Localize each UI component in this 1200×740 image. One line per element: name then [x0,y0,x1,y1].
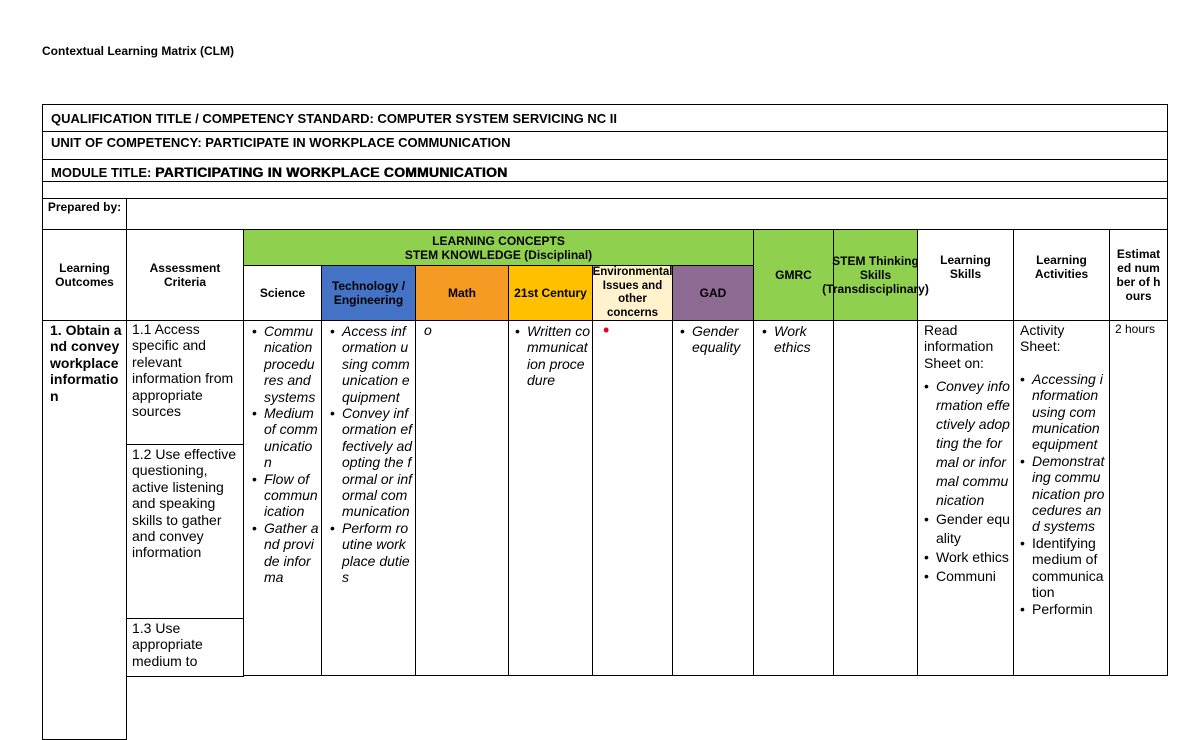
estimated-hours-value: 2 hours [1115,322,1156,336]
criteria-text: Use effective questioning, active listening and speaking skills to gather and convey information [132,446,237,561]
header-stem-thinking: STEM Thinking Skills (Transdisciplinary) [833,229,918,321]
criteria-item-2 [126,446,244,561]
cell-gad [672,320,754,676]
cell-hours [1109,320,1168,676]
header-math: Math [415,265,509,321]
criteria-text: Use appropriate medium to [132,620,203,669]
list-item: • Convey information effectively adopting the formal or informal communication [330,405,413,520]
activities-list [1014,355,1109,617]
cell-gmrc [753,320,834,676]
list-item: • Communi [924,567,1011,586]
cell-technology [321,320,416,676]
qualification-row [42,104,1168,132]
cell-learning-skills [917,320,1014,676]
criteria-item-1 [126,321,244,419]
header-21st-century: 21st Century [508,265,593,321]
criteria-item-3 [126,620,244,669]
prepared-by-value[interactable] [126,198,1168,230]
stem-knowledge-title: STEM KNOWLEDGE (Disciplinal) [404,247,593,262]
list-item: • Work ethics [924,548,1011,567]
criteria-divider [126,444,244,445]
list-item: • Communication procedures and systems [252,323,319,405]
header-estimated-hours: Estimated number of hours [1109,229,1168,321]
unit-row [42,131,1168,160]
header-assessment-criteria: Assessment Criteria [126,229,244,321]
criteria-num: 1.1 [132,321,152,337]
gmrc-list [754,321,833,356]
technology-list [322,321,415,586]
criteria-divider [126,618,244,619]
activities-intro: Activity Sheet: [1020,322,1065,355]
blank-row [42,181,1168,199]
document-title: Contextual Learning Matrix (CLM) [42,44,235,58]
cell-outcome [42,320,127,740]
science-list [244,321,321,586]
learning-skills-list [918,371,1013,586]
header-technology: Technology / Engineering [321,265,416,321]
header-environmental: Environmental Issues and other concerns [592,265,673,321]
list-item: • Gender equality [680,323,751,356]
list-item: • Perform routine workplace duties [330,520,413,586]
table-bottom-line-left [126,676,244,677]
header-learning-outcomes: Learning Outcomes [42,229,127,321]
list-item: • Flow of communication [252,471,319,520]
list-item: • Access information using communication equipment [330,323,413,405]
header-learning-activities: Learning Activities [1013,229,1110,321]
prepared-by-label: Prepared by: [42,198,127,230]
list-item: • Gender equality [924,510,1011,548]
header-learning-skills: Learning Skills [917,229,1014,321]
header-learning-concepts [243,229,754,266]
module-title [51,164,507,180]
list-item: • Identifying medium of communication [1020,535,1107,601]
century21-list [509,321,592,389]
math-marker: o [424,322,432,338]
cell-environmental [592,320,673,676]
module-title-label: MODULE TITLE: [51,165,152,180]
list-item: • Accessing information using communication equipment [1020,371,1107,453]
cell-learning-activities [1013,320,1110,676]
list-item: • Written communication procedure [515,323,590,389]
learning-skills-intro: Read information Sheet on: [924,322,994,371]
gad-list [673,321,753,356]
list-item: • Convey information effectively adopting the formal or informal communication [924,377,1011,510]
list-item: • Performin [1020,601,1107,617]
module-title-value: PARTICIPATING IN WORKPLACE COMMUNICATION [155,164,508,180]
cell-stem-thinking [833,320,918,676]
criteria-num: 1.2 [132,446,152,462]
cell-science [243,320,322,676]
criteria-num: 1.3 [132,620,152,636]
list-item: • Demonstrating communication procedures and systems [1020,453,1107,535]
list-item: • Work ethics [762,323,831,356]
header-science: Science [243,265,322,321]
learning-outcome-text: 1. Obtain and convey workplace information [50,322,122,404]
list-item: • Gather and provide informa [252,520,319,586]
cell-math [415,320,509,676]
red-bullet-icon: • [603,320,610,340]
cell-21st-century [508,320,593,676]
module-row [42,159,1168,182]
unit-of-competency: UNIT OF COMPETENCY: PARTICIPATE IN WORKPLACE COMMUNICATION [51,135,511,150]
header-gad: GAD [672,265,754,321]
header-gmrc: GMRC [753,229,834,321]
qualification-title: QUALIFICATION TITLE / COMPETENCY STANDARD: COMPUTER SYSTEM SERVICING NC II [51,111,618,126]
list-item: • Medium of communication [252,405,319,471]
learning-concepts-title: LEARNING CONCEPTS [432,233,565,248]
criteria-text: Access specific and relevant information from appropriate sources [132,321,234,420]
